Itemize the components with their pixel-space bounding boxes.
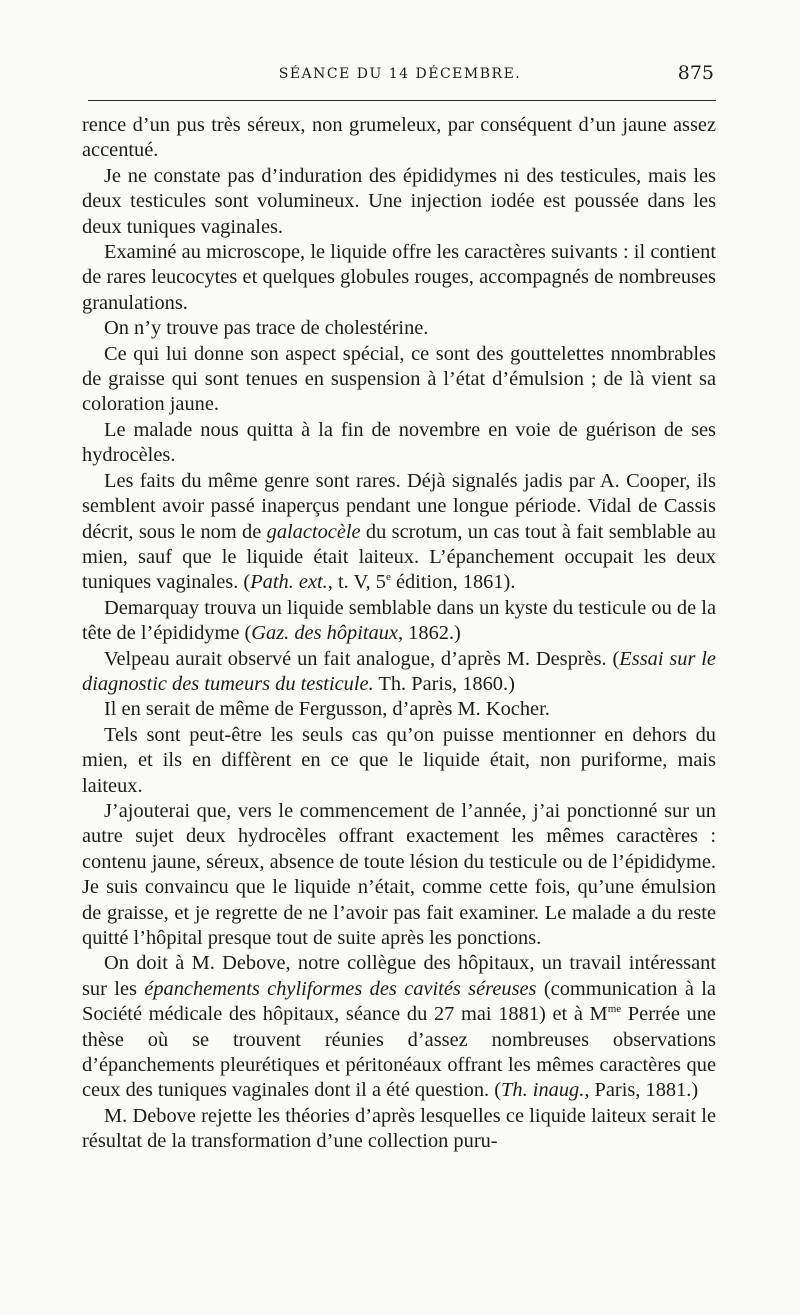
paragraph: Examiné au microscope, le liquide offre les caractères suivants : il contient de rares leucocytes et quelques globules rouges, accompagnés de nombreuses granulations. <box>82 241 716 314</box>
text-run: On doit à M. Debove, notre collègue des hôpitaux, un travail intéressant sur les <box>82 952 716 1000</box>
running-title: SÉANCE DU 14 DÉCEMBRE. <box>278 66 522 82</box>
text-run: Les faits du même genre sont rares. Déjà signalés jadis par A. Cooper, ils semblent avoir passé inaperçus pendant une longue période. Vidal de Cassis décrit, sous le nom de <box>82 469 716 543</box>
paragraph <box>82 951 716 1103</box>
text-run: , Paris, 1881.) <box>584 1079 699 1102</box>
italic-term: épanchements chyliformes des cavités séreuses <box>144 977 537 1000</box>
text-run: , 1862.) <box>397 622 461 645</box>
paragraph: M. Debove rejette les théories d’après lesquelles ce liquide laiteux serait le résultat de la transformation d’une collection puru- <box>82 1104 716 1153</box>
text-run: (communication à la Société médicale des hôpitaux, séance du 27 mai 1881) et à M <box>82 977 716 1026</box>
text-run: Perrée une thèse où se trouvent réunies d’assez nombreuses observations d’épanchements pleurétiques et péritonéaux offrant les mêmes caractères que ceux des tuniques vaginales dont il a été question. ( <box>82 1003 716 1102</box>
page-number: 875 <box>677 62 714 84</box>
paragraph: Il en serait de même de Fergusson, d’après M. Kocher. <box>104 698 550 721</box>
paragraph: Tels sont peut-être les seuls cas qu’on puisse mentionner en dehors du mien, et ils en diffèrent en ce que le liquide était, non puriforme, mais laiteux. <box>82 723 716 797</box>
text-run: du scrotum, un cas tout à fait semblable au mien, sauf que le liquide était laiteux. L’épanchement occupait les deux tuniques vaginales. ( <box>82 520 716 594</box>
text-run: Th. Paris, 1860.) <box>373 672 515 695</box>
italic-citation: Th. inaug. <box>501 1079 585 1102</box>
paragraph <box>82 596 716 647</box>
italic-citation: Path. ext. <box>250 571 328 594</box>
text-run: Velpeau aurait observé un fait analogue, d’après M. Desprès. ( <box>104 647 620 670</box>
text-run: Demarquay trouva un liquide semblable dans un kyste du testicule ou de la tête de l’épididyme ( <box>82 596 716 645</box>
superscript: me <box>607 1003 622 1016</box>
paragraph: Je ne constate pas d’induration des épididymes ni des testicules, mais les deux testicules sont volumineux. Une injection iodée est poussée dans les deux tuniques vaginales. <box>82 164 716 238</box>
text-run: édition, 1861). <box>390 571 516 594</box>
paragraph <box>82 647 716 698</box>
text-run: , t. V, 5 <box>327 571 386 594</box>
italic-citation: Essai sur le diagnostic des tumeurs du testicule. <box>82 647 716 695</box>
body-text <box>82 113 716 1155</box>
paragraph: rence d’un pus très séreux, non grumeleux, par conséquent d’un jaune assez accentué. <box>82 114 716 162</box>
paragraph: Le malade nous quitta à la fin de novembre en voie de guérison de ses hydrocèles. <box>82 418 716 467</box>
italic-citation: Gaz. des hôpitaux <box>251 622 398 645</box>
italic-term: galactocèle <box>266 520 361 543</box>
paragraph: J’ajouterai que, vers le commencement de l’année, j’ai ponctionné sur un autre sujet deux hydrocèles offrant exactement les mêmes caractères : contenu jaune, séreux, absence de toute lésion du testicule ou de l’épididyme. Je suis convaincu que le liquide n’était, comme cette fois, qu’une émulsion de graisse, et je regrette de ne l’avoir pas fait examiner. Le malade a du reste quitté l’hôpital presque tout de suite après les ponctions. <box>82 799 716 949</box>
paragraph: On n’y trouve pas trace de cholestérine. <box>104 317 429 340</box>
paragraph <box>82 469 716 596</box>
header-rule <box>88 100 716 101</box>
paragraph: Ce qui lui donne son aspect spécial, ce sont des gouttelettes nnombrables de graisse qui sont tenues en suspension à l’état d’émulsion ; de là vient sa coloration jaune. <box>82 342 716 416</box>
page-header <box>86 62 714 88</box>
superscript: e <box>385 571 391 584</box>
